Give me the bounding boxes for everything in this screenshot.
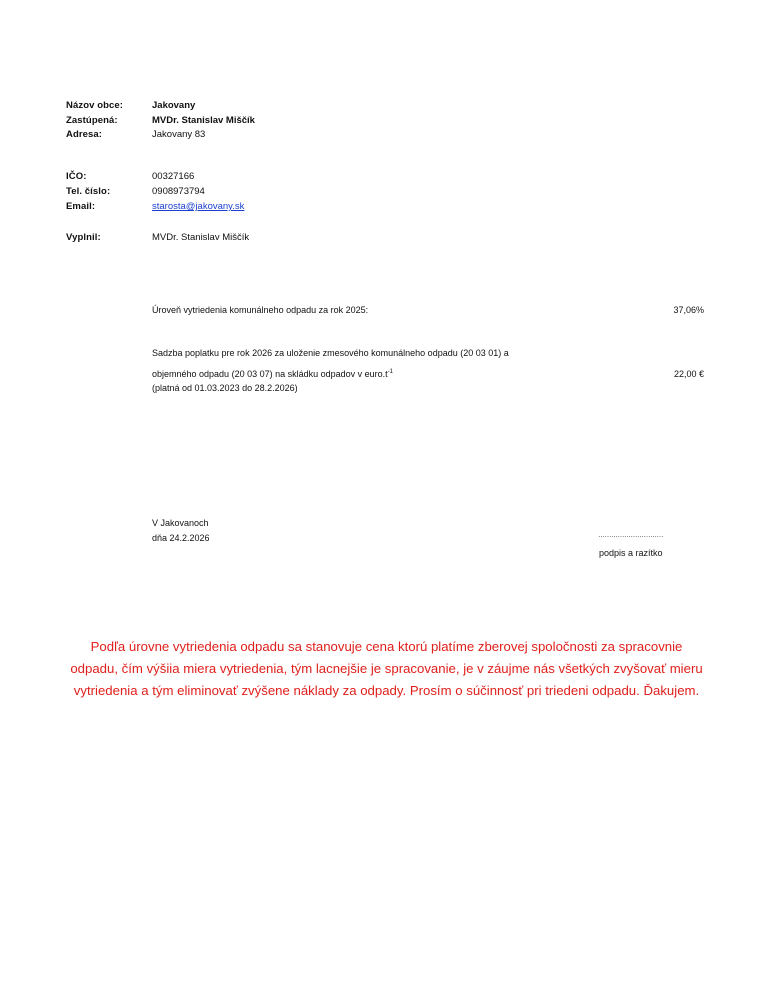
date: dňa 24.2.2026 (152, 533, 210, 543)
place: V Jakovanoch (152, 518, 209, 528)
email-link[interactable]: starosta@jakovany.sk (152, 201, 245, 212)
filled-label: Vyplnil: (66, 232, 101, 243)
addr-value: Jakovany 83 (152, 129, 206, 140)
rep-label: Zastúpená: (66, 115, 118, 126)
rate-value: 22,00 € (673, 369, 704, 379)
rate-line-3: (platná od 01.03.2023 do 28.2.2026) (152, 383, 298, 393)
sorting-label: Úroveň vytriedenia komunálneho odpadu za rok 2025: (152, 305, 369, 315)
ico-label: IČO: (66, 171, 87, 182)
email-label: Email: (66, 201, 96, 212)
signature-line: ………………………… (598, 532, 663, 539)
sorting-value: 37,06% (673, 305, 704, 315)
addr-label: Adresa: (66, 129, 103, 140)
rate-line-2-text: objemného odpadu (20 03 07) na skládku odpadov v euro.t (152, 369, 388, 379)
signature-label: podpis a razítko (599, 548, 663, 558)
tel-value: 0908973794 (152, 186, 205, 197)
filled-value: MVDr. Stanislav Miščík (152, 232, 250, 243)
ico-value: 00327166 (152, 171, 195, 182)
sorting-notice: Podľa úrovne vytriedenia odpadu sa stanovuje cena ktorú platíme zberovej spoločnosti za spracovnie odpadu, čím výšiia miera vytriedenia, tým lacnejšie je spracovanie, je v záujme nás všetkých zvyšovať mieru vytriedenia a tým eliminovať zvýšene náklady za odpady. Prosím o súčinnosť pri triedeni odpadu. Ďakujem. (70, 639, 703, 698)
tel-label: Tel. číslo: (66, 186, 111, 197)
rate-unit-exponent: -1 (387, 369, 394, 375)
rate-line-1: Sadzba poplatku pre rok 2026 za uloženie zmesového komunálneho odpadu (20 03 01) a (152, 348, 509, 358)
rep-value: MVDr. Stanislav Miščík (152, 115, 255, 126)
name-value: Jakovany (152, 100, 196, 111)
name-label: Názov obce: (66, 100, 124, 111)
